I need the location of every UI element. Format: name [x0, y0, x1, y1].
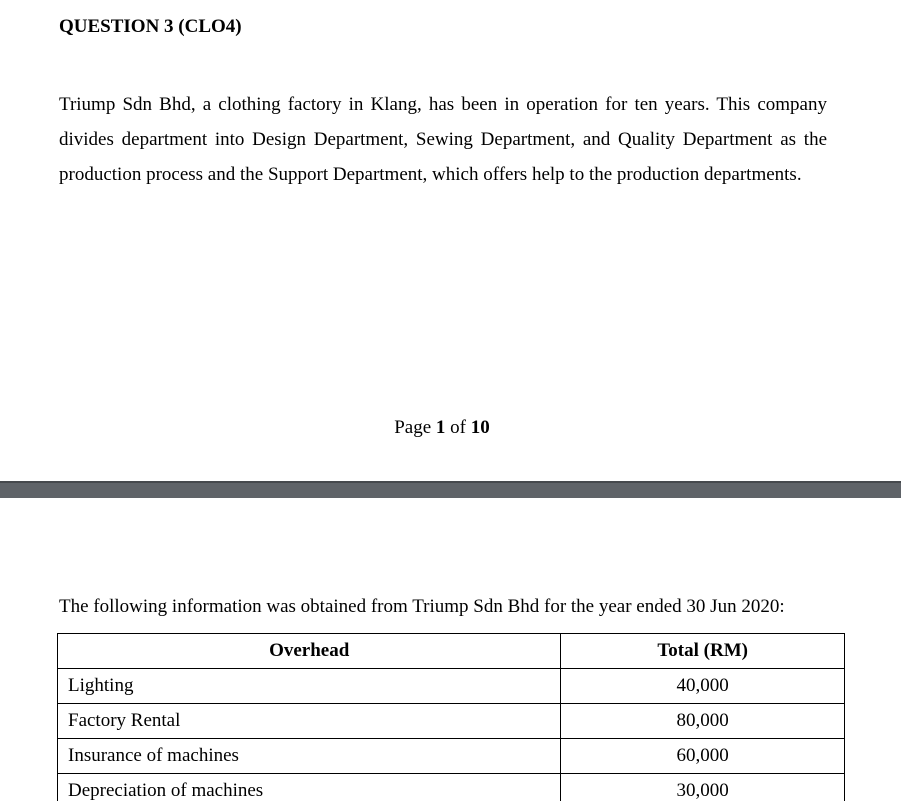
- page-number: [0, 417, 884, 439]
- row-amount: 60,000: [561, 739, 845, 774]
- page-prefix: Page: [394, 417, 432, 438]
- page-separator: [0, 481, 901, 498]
- page-separator-edge: [0, 481, 901, 483]
- row-label: Depreciation of machines: [58, 774, 561, 801]
- row-amount: 30,000: [561, 774, 845, 801]
- row-label: Lighting: [58, 669, 561, 704]
- page-middle: of: [450, 417, 466, 438]
- table-row: [58, 704, 845, 739]
- table-intro: The following information was obtained from Triump Sdn Bhd for the year ended 30 Jun 2020:: [59, 596, 785, 617]
- table-row: [58, 774, 845, 801]
- row-amount: 40,000: [561, 669, 845, 704]
- table-header-row: [58, 634, 845, 669]
- header-overhead: Overhead: [58, 634, 561, 669]
- row-amount: 80,000: [561, 704, 845, 739]
- question-paragraph: Triump Sdn Bhd, a clothing factory in Klang, has been in operation for ten years. This company divides department into Design Department, Sewing Department, and Quality Department as the production process and the Support Department, which offers help to the production departments.: [59, 94, 827, 185]
- page-current: 1: [435, 417, 446, 438]
- row-label: Insurance of machines: [58, 739, 561, 774]
- row-label: Factory Rental: [58, 704, 561, 739]
- question-heading: QUESTION 3 (CLO4): [59, 16, 242, 37]
- header-total: Total (RM): [561, 634, 845, 669]
- table-row: [58, 739, 845, 774]
- page-total: 10: [470, 417, 490, 438]
- overhead-table: [57, 633, 845, 801]
- table-row: [58, 669, 845, 704]
